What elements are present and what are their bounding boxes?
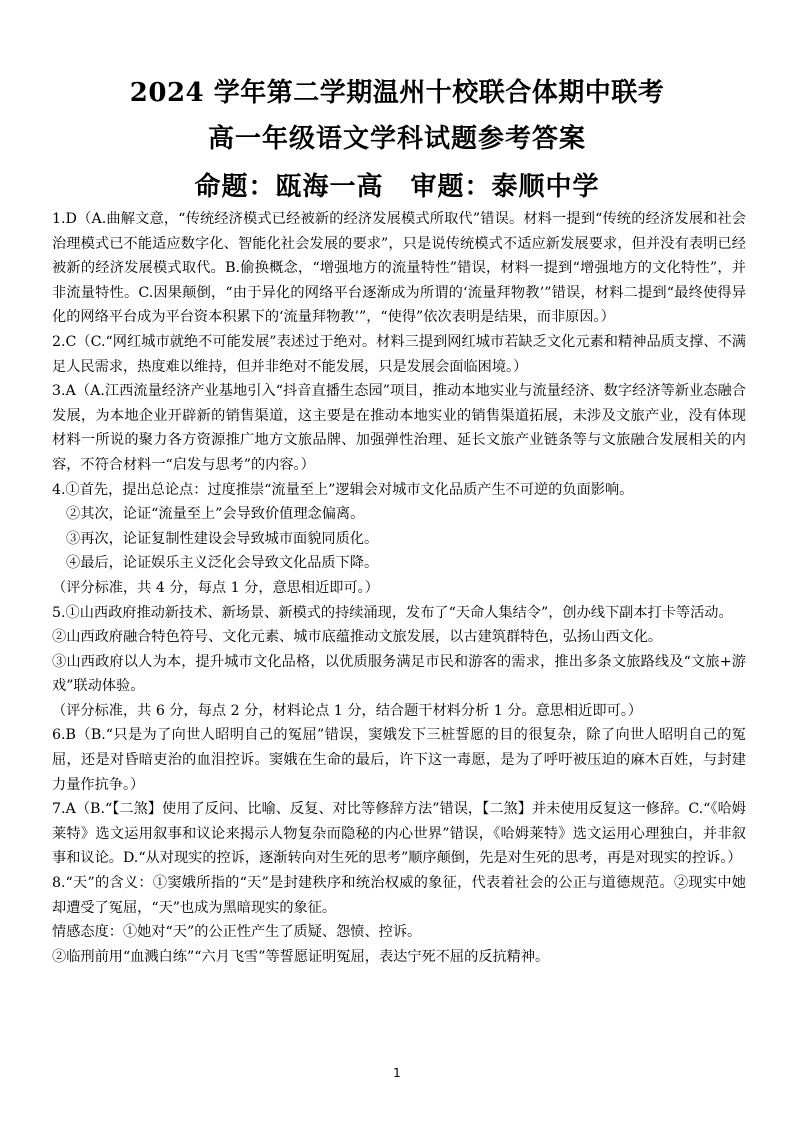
answer-key-title: 高一年级语文学科试题参考答案 xyxy=(207,124,586,154)
answer-q6: 6.B（B.“只是为了向世人昭明自己的冤屈”错误，窦娥发下三桩誓愿的目的很复杂，除了向世人昭明自己的冤屈，还是对昏暗吏治的血泪控诉。窦娥在生命的最后，许下这一毒愿，是为了呼吁被压迫的麻木百姓，与封建力量作抗争。） xyxy=(52,727,746,793)
answer-q4-line: ②其次，论证“流量至上”会导致价值理念偏离。 xyxy=(66,506,365,523)
answer-q1: 1.D（A.曲解文意，“传统经济模式已经被新的经济发展模式所取代”错误。材料一提到“传统的经济发展和社会治理模式已不能适应数字化、智能化社会发展的要求”，只是说传统模式不适应新发展要求，但并没有表明已经被新的经济发展模式取代。B.偷换概念，“增强地方的流量特性”错误，材料一提到“增强地方的文化特性”，并非流量特性。C.因果颠倒，“由于异化的网络平台逐渐成为所谓的‘流量拜物教’”错误，材料二提到“最终使得异化的网络平台成为平台资本积累下的‘流量拜物教’”，“使得”依次表明是结果，而非原因。） xyxy=(52,211,746,326)
answer-q5-line: ②山西政府融合特色符号、文化元素、城市底蕴推动文旅发展，以古建筑群特色，弘扬山西文化。 xyxy=(52,629,663,646)
answer-q5-line: ③山西政府以人为本，提升城市文化品格，以优质服务满足市民和游客的需求，推出多条文旅路线及“文旅+游戏”联动体验。 xyxy=(52,653,746,695)
answer-q5-line: 5.①山西政府推动新技术、新场景、新模式的持续涌现，发布了“天命人集结令”，创办线下副本打卡等活动。 xyxy=(52,604,733,621)
answer-q8-line: 8.“天”的含义：①窦娥所指的“天”是封建秩序和统治权威的象征，代表着社会的公正与道德规范。②现实中她却遭受了冤屈，“天”也成为黑暗现实的象征。 xyxy=(52,875,746,916)
exam-title: 2024 学年第二学期温州十校联合体期中联考 xyxy=(129,78,665,108)
answer-q5-score: （评分标准，共 6 分，每点 2 分，材料论点 1 分，结合题干材料分析 1 分。意思相近即可。） xyxy=(52,702,643,719)
authors-line: 命题：瓯海一高 审题：泰顺中学 xyxy=(194,172,600,202)
answer-q4-line: ④最后，论证娱乐主义泛化会导致文化品质下降。 xyxy=(66,555,379,572)
answer-q8-line: ②临刑前用“血溅白练”“六月飞雪”等誓愿证明冤屈，表达宁死不屈的反抗精神。 xyxy=(52,948,550,965)
answer-q4-line: ③再次，论证复制性建设会导致城市面貌同质化。 xyxy=(66,530,379,547)
answer-content xyxy=(52,207,746,969)
answer-q8-line: 情感态度：①她对“天”的公正性产生了质疑、怨愤、控诉。 xyxy=(52,924,422,941)
answer-q4-line: 4.①首先，提出总论点：过度推崇“流量至上”逻辑会对城市文化品质产生不可逆的负面影响。 xyxy=(52,481,634,498)
answer-q4-score: （评分标准，共 4 分，每点 1 分，意思相近即可。） xyxy=(52,579,379,596)
answer-q7: 7.A（B.“【二煞】使用了反问、比喻、反复、对比等修辞方法”错误，【二煞】并未使用反复这一修辞。C.“《哈姆莱特》选文运用叙事和议论来揭示人物复杂而隐秘的内心世界”错误，《哈姆莱特》选文运用心理独白，并非叙事和议论。D.“从对现实的控诉，逐渐转向对生死的思考”顺序颠倒，先是对生死的思考，再是对现实的控诉。） xyxy=(52,801,746,867)
answer-q3: 3.A（A.江西流量经济产业基地引入“抖音直播生态园”项目，推动本地实业与流量经济、数字经济等新业态融合发展，为本地企业开辟新的销售渠道，这主要是在推动本地实业的销售渠道拓展，未涉及文旅产业，没有体现材料一所说的聚力各方资源推广地方文旅品牌、加强弹性治理、延长文旅产业链条等与文旅融合发展相关的内容，不符合材料一“启发与思考”的内容。） xyxy=(52,383,746,473)
page-number: 1 xyxy=(393,1066,401,1080)
answer-q2: 2.C（C.“网红城市就绝不可能发展”表述过于绝对。材料三提到网红城市若缺乏文化元素和精神品质支撑、不满足人民需求，热度难以维持，但并非绝对不能发展，只是发展会面临困境。） xyxy=(52,333,746,375)
